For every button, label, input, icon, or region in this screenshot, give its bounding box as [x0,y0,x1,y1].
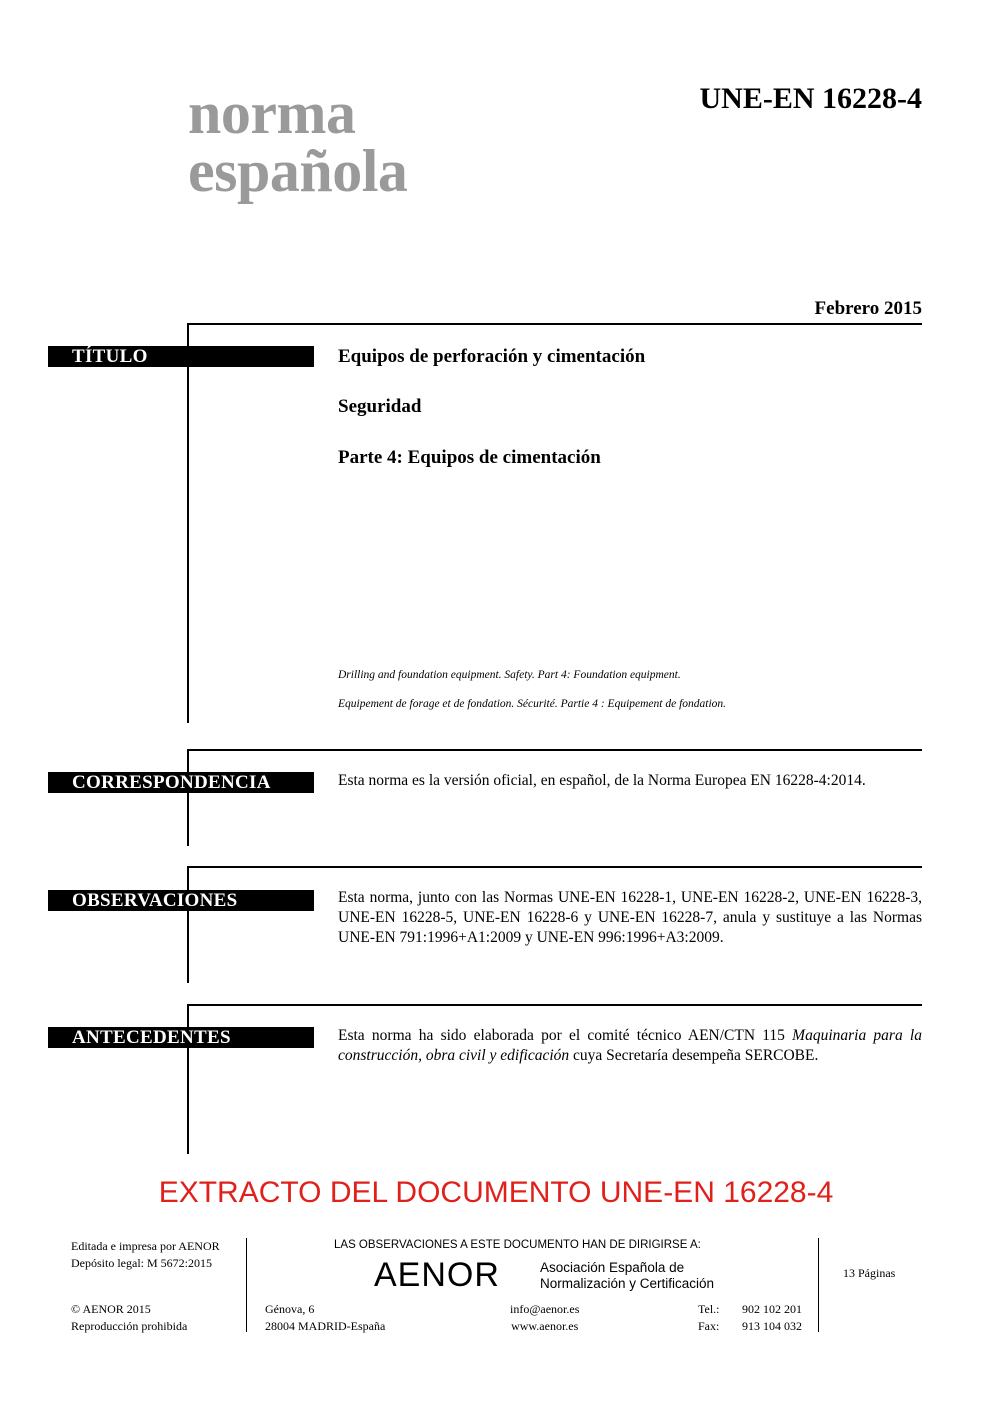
org-name-line-2: Normalización y Certificación [540,1276,715,1291]
org-name-line-1: Asociación Española de [540,1260,685,1275]
extract-banner: EXTRACTO DEL DOCUMENTO UNE-EN 16228-4 [158,1176,834,1209]
section-label-observaciones: OBSERVACIONES [48,890,314,911]
publication-date: Febrero 2015 [814,298,922,319]
footer-contact-web [510,1301,579,1335]
observations-notice: LAS OBSERVACIONES A ESTE DOCUMENTO HAN DE DIRIGIRSE A: [334,1239,701,1251]
antecedentes-text [338,1026,922,1066]
fax-number: 913 104 032 [742,1319,802,1333]
antecedentes-text-pre: Esta norma ha sido elaborada por el comité técnico AEN/CTN 115 [338,1027,793,1044]
title-french: Equipement de forage et de fondation. Sécurité. Partie 4 : Equipement de fondation. [338,698,727,710]
edited-by: Editada e impresa por AENOR [71,1239,220,1253]
standard-code: UNE-EN 16228-4 [699,82,922,115]
footer-address [265,1301,385,1335]
tel-number: 902 102 201 [742,1302,802,1316]
fax-label: Fax: [698,1319,720,1333]
tel-label: Tel.: [698,1302,720,1316]
website-link[interactable]: www.aenor.es [511,1319,579,1333]
antecedentes-text-post: cuya Secretaría desempeña SERCOBE. [569,1047,819,1064]
footer-divider-right [818,1238,819,1332]
email-link[interactable]: info@aenor.es [510,1302,580,1316]
legal-deposit: Depósito legal: M 5672:2015 [71,1256,212,1270]
correspondencia-text: Esta norma es la versión oficial, en español, de la Norma Europea EN 16228-4:2014. [338,772,866,789]
title-line-1: Equipos de perforación y cimentación [338,346,646,367]
committee-name: Maquinaria para la construcción, obra civil y edificación [338,1027,922,1064]
footer-phone [698,1301,802,1335]
section-label-correspondencia: CORRESPONDENCIA [48,772,314,793]
aenor-org-name [540,1260,714,1292]
footer-copyright [71,1301,187,1335]
section-divider-antecedentes [188,1004,922,1006]
title-english: Drilling and foundation equipment. Safety. Part 4: Foundation equipment. [338,669,681,681]
section-label-titulo: TÍTULO [48,346,314,367]
section-bracket-correspondencia [187,749,189,846]
section-divider-titulo [188,323,922,325]
section-label-antecedentes: ANTECEDENTES [48,1027,314,1048]
title-line-2: Seguridad [338,396,422,417]
address-line-2: 28004 MADRID-España [265,1319,386,1333]
copyright: © AENOR 2015 [71,1302,151,1316]
section-divider-observaciones [188,866,922,868]
observaciones-text: Esta norma, junto con las Normas UNE-EN 16228-1, UNE-EN 16228-2, UNE-EN 16228-3, UNE-EN 16228-5, UNE-EN 16228-6 y UNE-EN 16228-7, anula y sustituye a las Normas UNE-EN 791:1996+A1:2009 y UNE-EN 996:1996+A3:2009. [338,889,922,946]
section-divider-correspondencia [188,749,922,751]
brand-line-1: norma [188,80,356,146]
footer-divider-left [246,1238,247,1332]
aenor-logo: AENOR [374,1256,500,1294]
footer-publisher [71,1238,220,1272]
reproduction-notice: Reproducción prohibida [71,1319,188,1333]
section-bracket-titulo [187,323,189,723]
page-count: 13 Páginas [843,1266,896,1280]
address-line-1: Génova, 6 [265,1302,315,1316]
section-bracket-observaciones [187,866,189,983]
tel-row [698,1301,802,1318]
brand-title [188,80,408,204]
brand-line-2: española [188,138,408,204]
title-line-3: Parte 4: Equipos de cimentación [338,447,601,468]
fax-row [698,1318,802,1335]
